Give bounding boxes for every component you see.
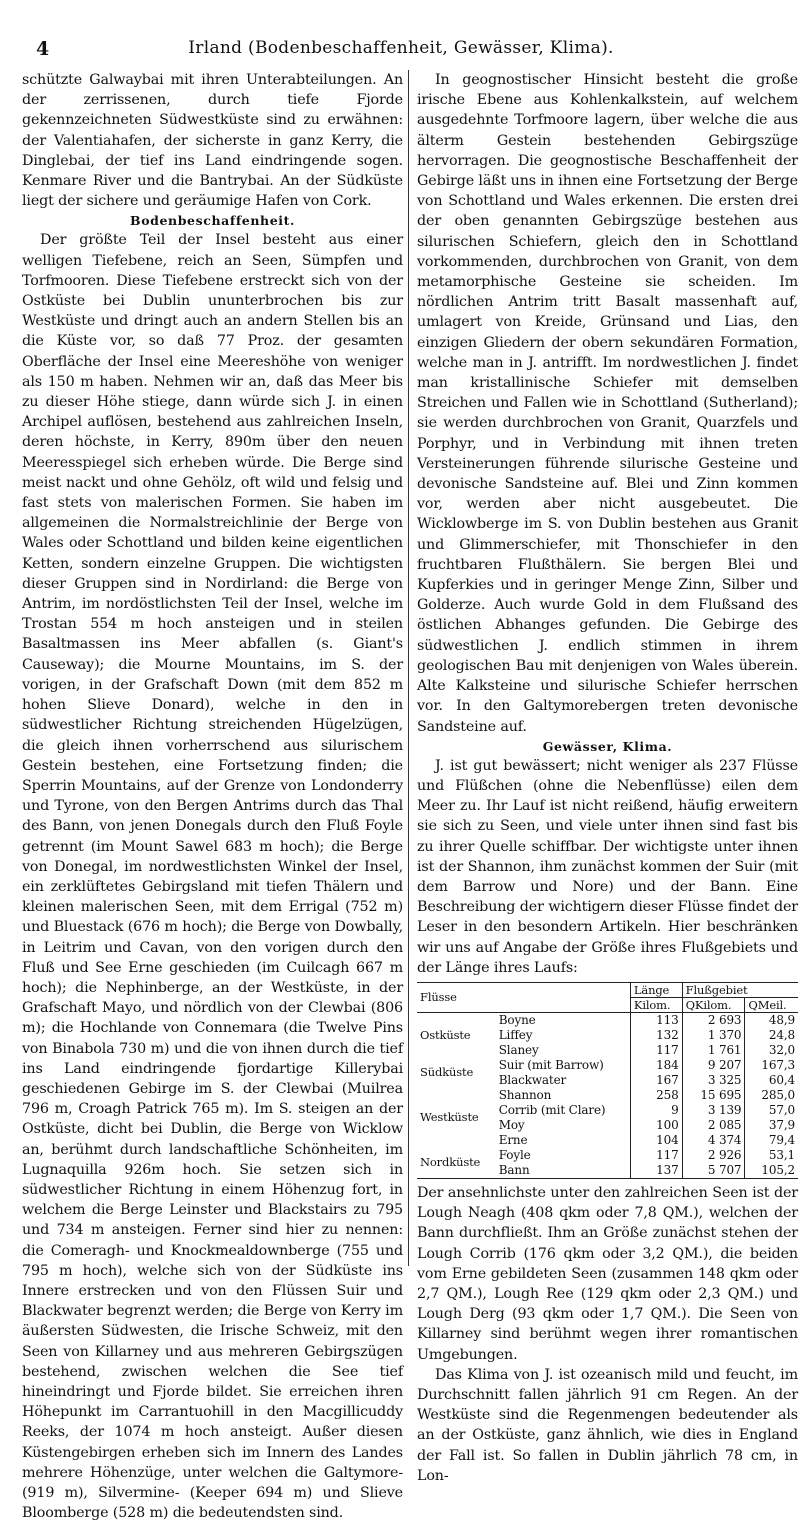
section-heading-soil: Bodenbeschaffenheit. (130, 213, 295, 229)
table-row (417, 1012, 798, 1028)
left-column (22, 70, 403, 1522)
table-row (417, 1148, 798, 1163)
river-name: Slaney (498, 1042, 539, 1057)
river-area-km: 5 707 (682, 1163, 745, 1179)
region-label: Westküste (420, 1110, 479, 1125)
river-length: 117 (630, 1148, 682, 1163)
river-length: 137 (630, 1163, 682, 1179)
column-divider (408, 70, 409, 1266)
river-length: 9 (630, 1103, 682, 1118)
river-name: Boyne (498, 1012, 536, 1027)
paragraph-geology: In geognostischer Hinsicht besteht die große irische Ebene aus Kohlenkalkstein, auf welchem ausgedehnte Torfmoore lagern, über welche die aus älterm Gestein bestehenden Gebirgszüge hervorragen. Die geognostische Beschaffenheit der Gebirge läßt uns in ihnen eine Fortsetzung der Berge von Schottland und Wales erkennen. Die ersten drei der oben genannten Gebirgszüge bestehen aus silurischen Schiefern, gleich den in Schottland vorkommenden, durchbrochen von Granit, von dem metamorphische Gesteine sie scheiden. Im nördlichen Antrim tritt Basalt massenhaft auf, umlagert von Kreide, Grünsand und Lias, den einzigen Gliedern der obern sekundären Formation, welche man in J. antrifft. Im nordwestlichen J. findet man kristallinische Schiefer mit demselben Streichen und Fallen wie in Schottland (Sutherland); sie werden durchbrochen von Granit, Quarzfels und Porphyr, und in Verbindung mit ihnen treten Versteinerungen führende silurische Gesteine und devonische Sandsteine auf. Blei und Zinn kommen vor, werden aber nicht ausgebeutet. Die Wicklowberge im S. von Dublin bestehen aus Granit und Glimmerschiefer, mit Thonschiefer in den fruchtbaren Flußthälern. Sie bergen Blei und Kupferkies und in geringer Menge Zinn, Silber und Golderze. Auch wurde Gold in dem Flußsand des östlichen Abhanges gefunden. Die Gebirge des südwestlichen J. endlich stimmen in ihrem geologischen Bau mit denjenigen von Wales überein. Alte Kalksteine und silurische Schiefer herrschen vor. In den Galtymorebergen treten devonische Sandsteine auf. (417, 72, 798, 735)
region-label: Ostküste (420, 1027, 471, 1042)
river-area-mi: 167,3 (745, 1058, 798, 1073)
header-area-qmeil: QMeil. (745, 997, 798, 1012)
river-length: 100 (630, 1118, 682, 1133)
river-name: Shannon (498, 1087, 552, 1102)
river-name: Blackwater (498, 1072, 567, 1087)
river-length: 167 (630, 1073, 682, 1088)
header-length: Länge (630, 982, 682, 997)
river-area-km: 1 761 (682, 1043, 745, 1058)
rivers-table (417, 982, 798, 1179)
river-length: 104 (630, 1133, 682, 1148)
river-area-km: 2 693 (682, 1012, 745, 1028)
river-name: Liffey (498, 1027, 533, 1042)
river-area-mi: 60,4 (745, 1073, 798, 1088)
river-area-mi: 37,9 (745, 1118, 798, 1133)
river-area-km: 1 370 (682, 1028, 745, 1043)
header-length-unit: Kilom. (630, 997, 682, 1012)
section-heading-waters-climate: Gewässer, Klima. (542, 738, 673, 754)
river-area-km: 2 085 (682, 1118, 745, 1133)
river-area-km: 3 139 (682, 1103, 745, 1118)
running-title: Irland (Bodenbeschaffenheit, Gewässer, Klima). (188, 38, 614, 58)
page-number: 4 (36, 38, 50, 60)
paragraph-lakes: Der ansehnlichste unter den zahlreichen Seen ist der Lough Neagh (408 qkm oder 7,8 QM.), welchen der Bann durchfließt. Ihm an Größe zunächst stehen der Lough Corrib (176 qkm oder 3,2 QM.), die beiden vom Erne gebildeten Seen (zusammen 148 qkm oder 2,7 QM.), Lough Ree (129 qkm oder 2,3 QM.) und Lough Derg (93 qkm oder 1,7 QM.). Die Seen von Killarney sind berühmt wegen ihrer romantischen Umgebungen. (417, 1184, 798, 1363)
river-length: 132 (630, 1028, 682, 1043)
river-name: Corrib (mit Clare) (498, 1102, 606, 1117)
paragraph-climate: Das Klima von J. ist ozeanisch mild und feucht, im Durchschnitt fallen jährlich 91 cm Regen. An der Westküste sind die Regenmengen bedeutender als an der Ostküste, ganz ähnlich, wie dies in England der Fall ist. So fallen in Dublin jährlich 78 cm, in Lon- (417, 1366, 798, 1484)
paragraph-rivers: J. ist gut bewässert; nicht weniger als 237 Flüsse und Flüßchen (ohne die Nebenflüsse) eilen dem Meer zu. Ihr Lauf ist nicht reißend, häufig erweitern sie sich zu Seen, und viele unter ihnen sind fast bis zu ihrer Quelle schiffbar. Der wichtigste unter ihnen ist der Shannon, ihm zunächst kommen der Suir (mit dem Barrow und Nore) und der Bann. Eine Beschreibung der wichtigern dieser Flüsse findet der Leser in den besondern Artikeln. Hier beschränken wir uns auf Angabe der Größe ihres Flußgebiets und der Länge ihres Laufs: (417, 757, 798, 976)
river-area-mi: 79,4 (745, 1133, 798, 1148)
region-label: Nordküste (417, 1148, 496, 1179)
paragraph-soil-mountains: Der größte Teil der Insel besteht aus einer welligen Tiefebene, reich an Seen, Sümpfen und Torfmooren. Diese Tiefebene erstreckt sich von der Ostküste bei Dublin ununterbrochen bis zur Westküste und dringt auch an andern Stellen bis an die Küste vor, so daß 77 Proz. der gesamten Oberfläche der Insel eine Meereshöhe von weniger als 150 m haben. Nehmen wir an, daß das Meer bis zu dieser Höhe stiege, dann würde sich J. in einen Archipel auflösen, bestehend aus zahlreichen Inseln, deren höchste, in Kerry, 890m über den neuen Meeresspiegel sich erheben würde. Die Berge sind meist nackt und ohne Gehölz, oft wild und felsig und fast stets von malerischen Formen. Sie haben im allgemeinen die Normalstreichlinie der Berge von Wales oder Schottland und bilden keine eigentlichen Ketten, sondern einzelne Gruppen. Die wichtigsten dieser Gruppen sind in Nordirland: die Berge von Antrim, im nordöstlichsten Teil der Insel, welche im Trostan 554 m hoch ansteigen und in steilen Basaltmassen ins Meer abfallen (s. Giant's Causeway); die Mourne Mountains, im S. der vorigen, in der Grafschaft Down (mit dem 852 m hohen Slieve Donard), welche in den in südwestlicher Richtung streichenden Hügelzügen, die gleich ihnen vorherrschend aus silurischem Gestein bestehen, eine Fortsetzung finden; die Sperrin Mountains, auf der Grenze von Londonderry und Tyrone, von den Bergen Antrims durch das Thal des Bann, von jenen Donegals durch den Fluß Foyle getrennt (im Mount Sawel 683 m hoch); die Berge von Donegal, im nordwestlichsten Winkel der Insel, ein zerklüftetes Gebirgsland mit tiefen Thälern und kleinen malerischen Seen, mit dem Errigal (752 m) und Bluestack (676 m hoch); die Berge von Dowbally, in Leitrim und Cavan, von den vorigen durch den Fluß und See Erne geschieden (im Cuilcagh 667 m hoch); die Nephinberge, an der Westküste, in der Grafschaft Mayo, und nördlich von der Clewbai (806 m); die Hochlande von Connemara (die Twelve Pins von Binabola 730 m) und die von ihnen durch die tief ins Land eindringende fjordartige Killerybai geschiedenen Gebirge im S. der Clewbai (Muilrea 796 m, Croagh Patrick 765 m). Im S. steigen an der Ostküste, dicht bei Dublin, die Berge von Wicklow an, berühmt durch landschaftliche Schönheiten, im Lugnaquilla 926m hoch. Sie setzen sich in südwestlicher Richtung in einem Höhenzug fort, in welchem die Berge Leinster und Blackstairs zu 795 und 734 m ansteigen. Ferner sind hier zu nennen: die Comeragh- und Knockmealdownberge (755 und 795 m hoch), welche sich von der Südküste ins Innere erstrecken und von den Flüssen Suir und Blackwater begrenzt werden; die Berge von Kerry im äußersten Südwesten, die Irische Schweiz, mit den Seen von Killarney und aus mehreren Gebirgszügen bestehend, zwischen welchen die See tief hineindringt und Fjorde bildet. Sie erreichen ihren Höhepunkt im Carrantuohill in den Macgillicuddy Reeks, der 1074 m hoch ansteigt. Außer diesen Küstengebirgen erheben sich im Innern des Landes mehrere Höhenzüge, unter welchen die Galtymore- (919 m), Silvermine- (Keeper 694 m) und Slieve Bloomberge (528 m) die bedeutendsten sind. (22, 232, 403, 1522)
river-area-mi: 57,0 (745, 1103, 798, 1118)
river-area-km: 4 374 (682, 1133, 745, 1148)
region-label: Südküste (420, 1065, 474, 1080)
river-name: Bann (496, 1163, 631, 1179)
river-area-mi: 285,0 (745, 1088, 798, 1103)
page-header (22, 34, 780, 60)
river-area-mi: 105,2 (745, 1163, 798, 1179)
river-name: Moy (498, 1117, 525, 1132)
header-rivers: Flüsse (417, 982, 630, 1012)
river-area-km: 2 926 (682, 1148, 745, 1163)
river-area-mi: 32,0 (745, 1043, 798, 1058)
river-area-mi: 24,8 (745, 1028, 798, 1043)
river-name: Foyle (498, 1147, 531, 1162)
header-area: Flußgebiet (682, 982, 798, 997)
river-area-mi: 48,9 (745, 1012, 798, 1028)
table-row (417, 1088, 798, 1103)
river-length: 113 (630, 1012, 682, 1028)
right-column (417, 70, 798, 1484)
river-area-km: 9 207 (682, 1058, 745, 1073)
river-length: 117 (630, 1043, 682, 1058)
river-length: 184 (630, 1058, 682, 1073)
river-area-km: 3 325 (682, 1073, 745, 1088)
paragraph-coast-continuation: schützte Galwaybai mit ihren Unterabteilungen. An der zerrissenen, durch tiefe Fjorde gekennzeichneten Südwestküste sind zu erwähnen: der Valentiahafen, der sicherste in ganz Kerry, die Dinglebai, der tief ins Land eindringende sogen. Kenmare River und die Bantrybai. An der Südküste liegt der sichere und geräumige Hafen von Cork. (22, 72, 403, 210)
river-length: 258 (630, 1088, 682, 1103)
river-area-km: 15 695 (682, 1088, 745, 1103)
header-area-qkm: QKilom. (682, 997, 745, 1012)
river-area-mi: 53,1 (745, 1148, 798, 1163)
river-name: Erne (498, 1132, 528, 1147)
table-row (417, 1058, 798, 1073)
river-name: Suir (mit Barrow) (498, 1057, 604, 1072)
